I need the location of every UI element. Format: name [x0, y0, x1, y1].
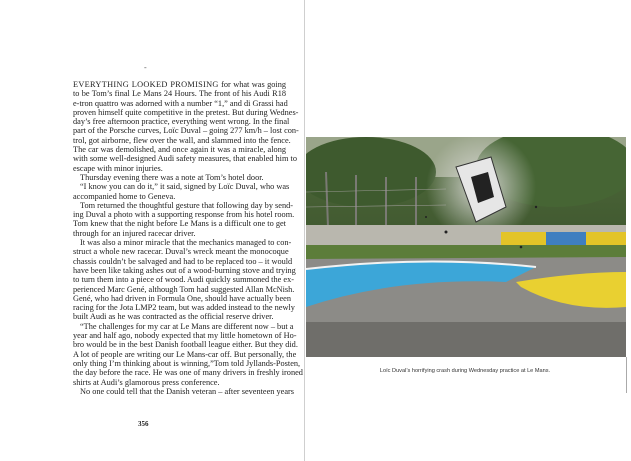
text-line: “The challenges for my car at Le Mans are different now – but a — [80, 321, 294, 331]
text-line — [73, 80, 286, 89]
text-line: A lot of people are writing our Le Mans-car off. But personally, the — [73, 349, 297, 359]
text-line: escape with minor injuries. — [73, 163, 163, 173]
text-line: ing Duval a photo with a supporting response from his hotel room. — [73, 210, 295, 220]
lead-in-caps: EVERYTHING LOOKED PROMISING — [73, 80, 219, 89]
text-line: with some well-designed Audi safety measures, that enabled him to — [73, 154, 297, 164]
text-line: accompanied home to Geneva. — [73, 191, 176, 201]
text-line: struct a whole new racecar. Duval’s wreck meant the monocoque — [73, 247, 289, 257]
text-line: “I know you can do it,” it said, signed by Loïc Duval, who was — [80, 182, 290, 192]
page-number: 356 — [138, 420, 149, 428]
text-line: the day before the race. He was one of many drivers in freshly ironed — [73, 368, 303, 378]
text-line: chassis couldn’t be salvaged and had to be replaced too – it would — [73, 256, 293, 266]
crash-photo — [306, 137, 626, 357]
text-line: No one could tell that the Danish veteran – after seventeen years — [80, 386, 295, 396]
text-line: built Audi as he was contracted as the official reserve driver. — [73, 312, 274, 322]
text-line: have been like taking ashes out of a wood-burning stove and trying — [73, 265, 296, 275]
text-line: trol, got airborne, flew over the wall, and slammed into the fence. — [73, 135, 291, 145]
text-line: proven himself quite competitive in the pretest. But during Wednes- — [73, 107, 299, 117]
text-line: The car was demolished, and once again it was a miracle, along — [73, 145, 286, 155]
text-line: racing for the Jota LMP2 team, but was added instead to the newly — [73, 303, 295, 313]
text-line: day’s free afternoon practice, everything went wrong. In the final — [73, 117, 290, 127]
page-edge — [626, 357, 627, 393]
text-line: Gené, who had driven in Formula One, should have actually been — [73, 293, 291, 303]
text-line: Tom knew that the night before Le Mans is a difficult one to get — [73, 219, 286, 229]
text-line: e-tron quattro was adorned with a number “1,” and di Grassi had — [73, 98, 288, 108]
text-line: to turn them into a piece of wood. Audi quickly summoned the ex- — [73, 275, 294, 285]
text-line: Tom returned the thoughtful gesture that following day by send- — [80, 200, 294, 210]
body-text — [73, 80, 303, 396]
lead-in-rest: for what was going — [218, 80, 287, 89]
text-line: Thursday evening there was a note at Tom’s hotel door. — [80, 172, 264, 182]
text-line: through for an injured racecar driver. — [73, 228, 196, 238]
text-line: It was also a minor miracle that the mechanics managed to con- — [80, 238, 292, 248]
left-page — [0, 0, 304, 461]
top-mark: - — [144, 63, 147, 72]
text-line: to be Tom’s final Le Mans 24 Hours. The front of his Audi R18 — [73, 89, 286, 99]
text-line: bro would be in the best Danish football league either. But they did. — [73, 340, 298, 350]
text-line: part of the Porsche curves, Loïc Duval – going 277 km/h – lost con- — [73, 126, 299, 136]
text-line: only thing I’m thinking about is winning,”Tom told Jyllands-Posten, — [73, 358, 301, 368]
photo-caption: Loïc Duval’s horrifying crash during Wednesday practice at Le Mans. — [379, 368, 551, 374]
text-line: shirts at Audi’s glamorous press conference. — [73, 377, 220, 387]
text-line: year and half ago, nobody expected that my little hometown of Ho- — [73, 331, 297, 341]
text-line: perienced Marc Gené, although Tom had suggested Allan McNish. — [73, 284, 295, 294]
